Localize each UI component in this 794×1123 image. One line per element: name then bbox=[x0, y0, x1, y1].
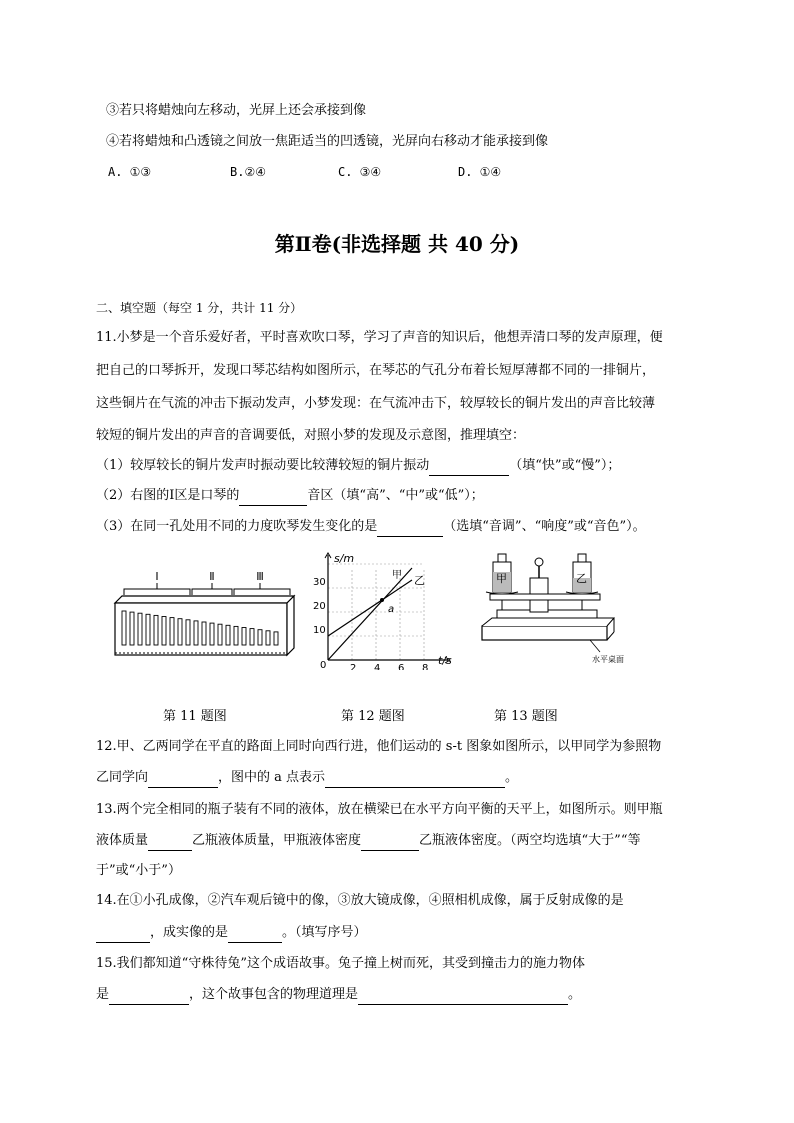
option-3-text: ③若只将蜡烛向左移动，光屏上还会承接到像 bbox=[106, 103, 367, 118]
reed-slot bbox=[210, 623, 214, 645]
y-tick-30: 30 bbox=[313, 577, 326, 588]
q11-sub-3-text: （3）在同一孔处用不同的力度吹琴发生变化的是 bbox=[96, 519, 378, 534]
reed-slot bbox=[138, 613, 142, 645]
q12-blank-1[interactable] bbox=[148, 773, 218, 788]
q15-line-2 bbox=[96, 985, 581, 1005]
q12-text-b: ，图中的 a 点表示 bbox=[218, 770, 326, 785]
q11-sub-3-hint: （选填“音调”、“响度”或“音色”）。 bbox=[443, 519, 646, 534]
q11-sub-2 bbox=[96, 486, 484, 506]
q13-text-c: 乙瓶液体密度。（两空均选填“大于”“等 bbox=[419, 833, 641, 848]
reed-slot bbox=[242, 628, 246, 646]
q11-line-1: 11.小梦是一个音乐爱好者，平时喜欢吹口琴，学习了声音的知识后，他想弄清口琴的发声原理，便 bbox=[96, 330, 663, 345]
q15-text-c: 。 bbox=[568, 987, 582, 1002]
q11-blank-3[interactable] bbox=[377, 522, 443, 537]
reed-slot bbox=[274, 632, 278, 645]
caption-fig-13: 第 13 题图 bbox=[494, 709, 558, 724]
reed-slot bbox=[194, 621, 198, 645]
figure-11-harmonica bbox=[112, 565, 302, 665]
q12-text-a: 乙同学向 bbox=[96, 770, 149, 785]
reed-slot bbox=[218, 624, 222, 645]
figure-12-st-graph bbox=[308, 550, 458, 670]
part2-heading: 二、填空题（每空 1 分，共计 11 分） bbox=[96, 301, 303, 315]
series-jia-label: 甲 bbox=[392, 570, 402, 581]
q11-line-4: 较短的铜片发出的声音的音调要低，对照小梦的发现及示意图，推理填空： bbox=[96, 428, 526, 443]
q11-sub-1 bbox=[96, 456, 620, 476]
q13-line-1: 13.两个完全相同的瓶子装有不同的液体，放在横梁已在水平方向平衡的天平上，如图所示。则甲瓶 bbox=[96, 802, 663, 817]
q13-blank-2[interactable] bbox=[361, 836, 419, 851]
q13-line-3: 于”或“小于”） bbox=[96, 863, 181, 878]
q15-line-1: 15.我们都知道“守株待兔”这个成语故事。兔子撞上树而死，其受到撞击力的施力物体 bbox=[96, 956, 585, 971]
q15-text-b: ，这个故事包含的物理道理是 bbox=[189, 987, 359, 1002]
series-yi-label: 乙 bbox=[414, 574, 425, 587]
reed-slot bbox=[122, 611, 126, 645]
q11-sub-1-text: （1）较厚较长的铜片发声时振动要比较薄较短的铜片振动 bbox=[96, 458, 430, 473]
q11-sub-1-hint: （填“快”或“慢”）； bbox=[509, 458, 621, 473]
point-a-label: a bbox=[388, 604, 395, 615]
reed-slot bbox=[186, 620, 190, 645]
q14-blank-2[interactable] bbox=[228, 928, 282, 943]
caption-fig-12: 第 12 题图 bbox=[341, 709, 405, 724]
q13-line-2 bbox=[96, 831, 640, 851]
st-tick-labels bbox=[313, 577, 428, 670]
reed-slot bbox=[202, 622, 206, 645]
q13-blank-1[interactable] bbox=[148, 836, 192, 851]
q14-text-c: 。（填写序号） bbox=[282, 925, 367, 940]
option-4-text: ④若将蜡烛和凸透镜之间放一焦距适当的凹透镜，光屏向右移动才能承接到像 bbox=[106, 134, 549, 149]
st-y-axis-label: s/m bbox=[334, 552, 355, 565]
reed-slot bbox=[154, 615, 158, 645]
reed-slot bbox=[234, 626, 238, 645]
x-tick-2: 2 bbox=[350, 663, 357, 670]
series-yi-line bbox=[328, 580, 412, 636]
x-tick-6: 6 bbox=[398, 663, 405, 670]
zone-2-label: Ⅱ bbox=[209, 570, 215, 583]
q14-blank-1[interactable] bbox=[96, 928, 150, 943]
table-label: 水平桌面 bbox=[592, 655, 624, 664]
section-title: 第Ⅱ卷(非选择题 共 40 分) bbox=[274, 232, 520, 256]
reed-slot bbox=[146, 614, 150, 645]
reed-slot bbox=[266, 631, 270, 645]
q11-line-3: 这些铜片在气流的冲击下振动发声，小梦发现：在气流冲击下，较厚较长的铜片发出的声音比较薄 bbox=[96, 396, 656, 411]
x-tick-8: 8 bbox=[422, 663, 429, 670]
st-x-axis-label: t/s bbox=[438, 654, 452, 667]
q11-sub-3 bbox=[96, 517, 646, 537]
q14-text-b: ，成实像的是 bbox=[150, 925, 229, 940]
reed-slot bbox=[130, 612, 134, 645]
figure-13-balance bbox=[472, 548, 632, 668]
choice-a: A. ①③ bbox=[108, 165, 152, 179]
zone-3-label: Ⅲ bbox=[256, 570, 264, 583]
choice-d: D. ①④ bbox=[458, 165, 502, 179]
q12-line-1: 12.甲、乙两同学在平直的路面上同时向西行进，他们运动的 s-t 图象如图所示，以甲同学为参照物 bbox=[96, 739, 662, 754]
q14-line-1: 14.在①小孔成像，②汽车观后镜中的像，③放大镜成像，④照相机成像，属于反射成像的是 bbox=[96, 893, 624, 908]
st-origin-label: 0 bbox=[320, 660, 327, 670]
q11-blank-2[interactable] bbox=[239, 491, 307, 506]
q13-text-a: 液体质量 bbox=[96, 833, 149, 848]
q11-line-2: 把自己的口琴拆开，发现口琴芯结构如图所示，在琴芯的气孔分布着长短厚薄都不同的一排铜片， bbox=[96, 363, 656, 378]
reed-slot bbox=[162, 617, 166, 646]
q13-text-b: 乙瓶液体质量，甲瓶液体密度 bbox=[192, 833, 362, 848]
q12-blank-2[interactable] bbox=[325, 773, 505, 788]
reed-slot bbox=[258, 630, 262, 645]
series-jia-line bbox=[328, 568, 412, 660]
bottle-yi-label: 乙 bbox=[576, 572, 587, 585]
caption-fig-11: 第 11 题图 bbox=[163, 709, 227, 724]
reed-slot bbox=[178, 619, 182, 645]
q11-sub-2-text: （2）右图的Ⅰ区是口琴的 bbox=[96, 488, 240, 503]
reed-slot bbox=[170, 618, 174, 645]
choice-c: C. ③④ bbox=[338, 165, 382, 179]
choice-b: B.②④ bbox=[230, 165, 266, 179]
st-grid bbox=[328, 564, 424, 660]
q11-blank-1[interactable] bbox=[429, 461, 509, 476]
y-tick-20: 20 bbox=[313, 601, 326, 612]
zone-1-label: Ⅰ bbox=[155, 570, 159, 583]
point-a-marker bbox=[380, 598, 384, 602]
q12-line-2 bbox=[96, 768, 518, 788]
q15-blank-2[interactable] bbox=[358, 990, 568, 1005]
reed-slot bbox=[250, 629, 254, 645]
q15-text-a: 是 bbox=[96, 987, 110, 1002]
bottle-jia-label: 甲 bbox=[496, 572, 507, 585]
q11-sub-2-hint: 音区（填“高”、“中”或“低”）； bbox=[307, 488, 484, 503]
q15-blank-1[interactable] bbox=[109, 990, 189, 1005]
x-tick-4: 4 bbox=[374, 663, 381, 670]
q14-line-2 bbox=[96, 923, 367, 943]
reed-slot bbox=[226, 625, 230, 645]
y-tick-10: 10 bbox=[313, 625, 326, 636]
q12-text-c: 。 bbox=[505, 770, 519, 785]
